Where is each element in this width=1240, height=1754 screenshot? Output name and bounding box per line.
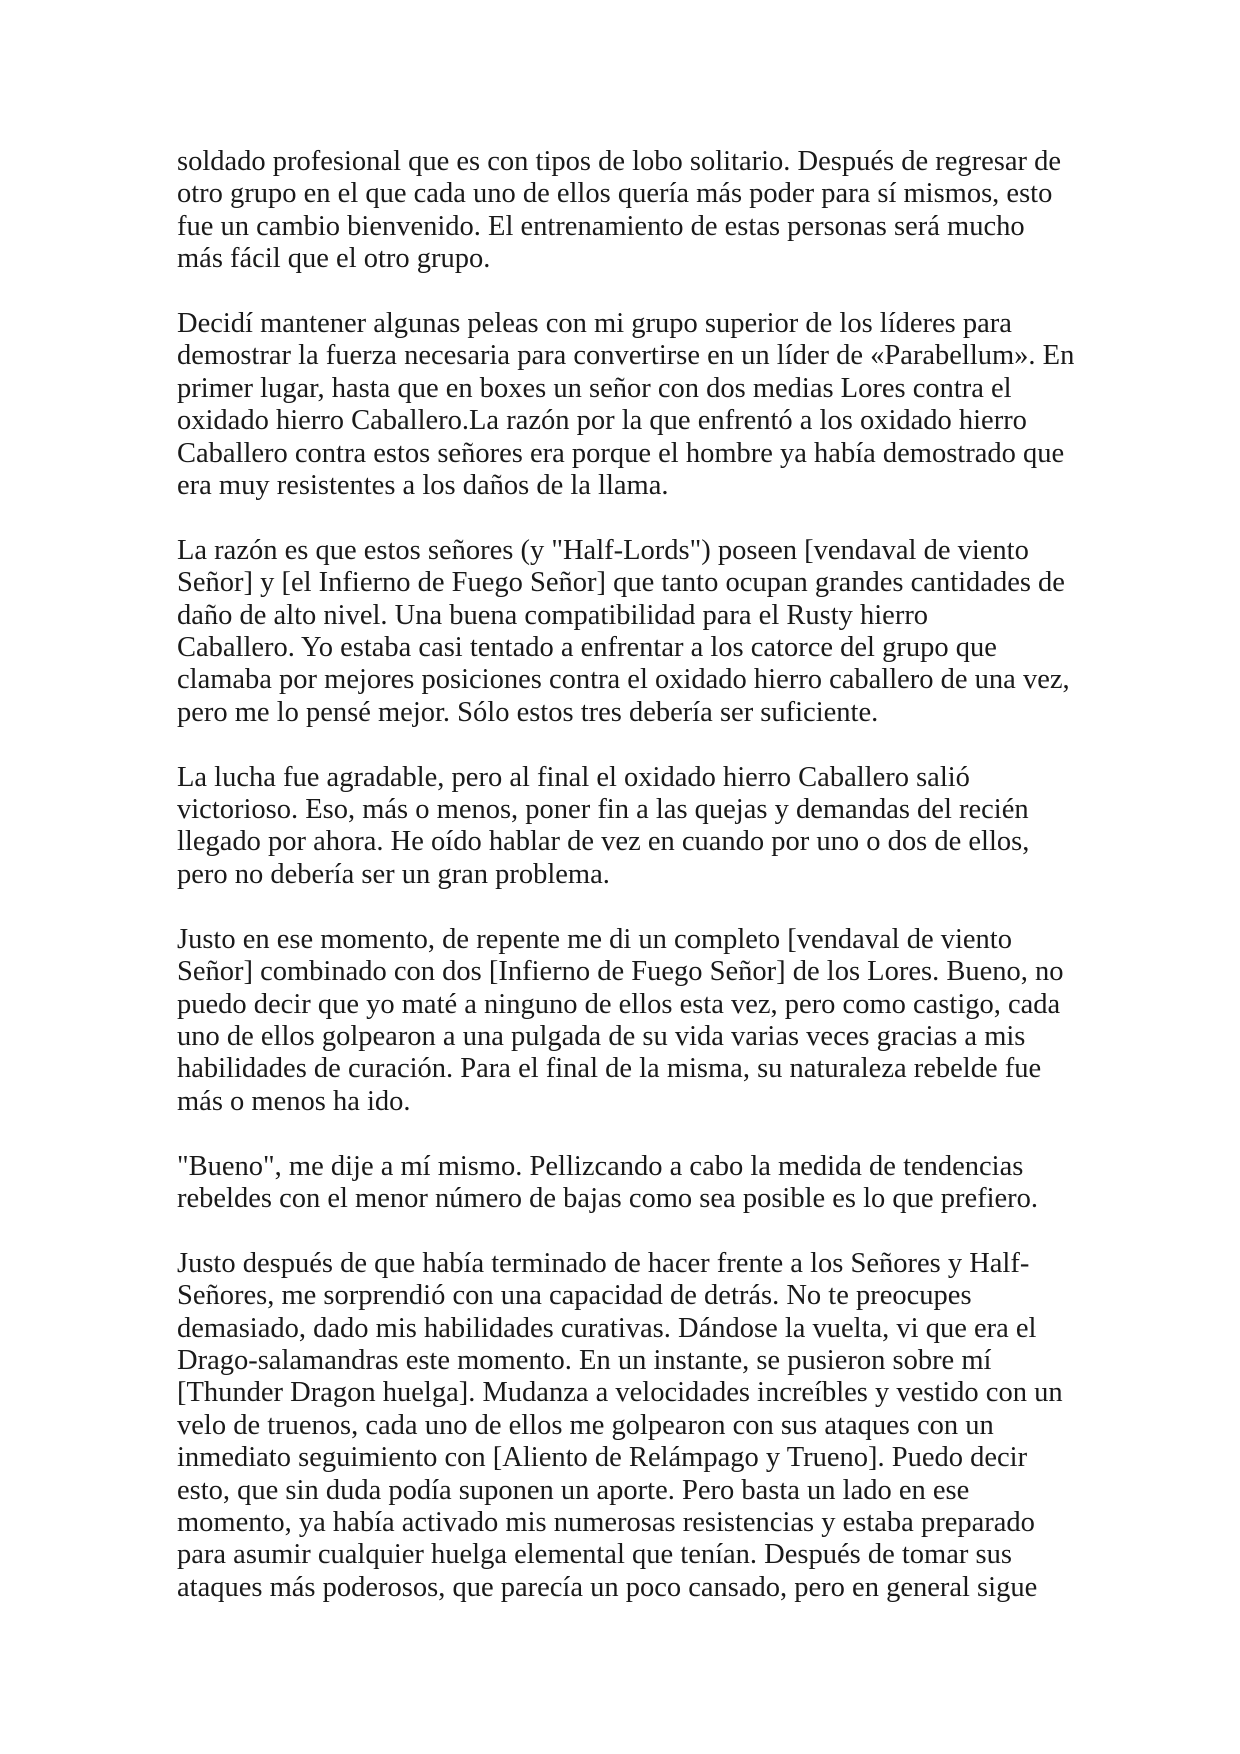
text-line: llegado por ahora. He oído hablar de vez en cuando por uno o dos de ellos, — [177, 826, 1030, 858]
text-line: soldado profesional que es con tipos de lobo solitario. Después de regresar de — [177, 146, 1062, 177]
text-line: Justo después de que había terminado de hacer frente a los Señores y Half- — [177, 1247, 1030, 1279]
text-line: Drago-salamandras este momento. En un instante, se pusieron sobre mí — [177, 1344, 992, 1376]
paragraph-2 — [177, 308, 1077, 502]
text-line: ataques más poderosos, que parecía un poco cansado, pero en general sigue — [177, 1571, 1038, 1603]
text-line: otro grupo en el que cada uno de ellos quería más poder para sí mismos, esto — [177, 178, 1053, 210]
text-line: Señor] combinado con dos [Infierno de Fuego Señor] de los Lores. Bueno, no — [177, 956, 1064, 988]
text-line: puedo decir que yo maté a ninguno de ellos esta vez, pero como castigo, cada — [177, 988, 1061, 1020]
text-line: [Thunder Dragon huelga]. Mudanza a velocidades increíbles y vestido con un — [177, 1377, 1063, 1409]
text-line: primer lugar, hasta que en boxes un señor con dos medias Lores contra el — [177, 372, 1012, 404]
paragraph-1 — [177, 146, 1077, 276]
text-line: pero no debería ser un gran problema. — [177, 858, 610, 890]
text-line: Caballero. Yo estaba casi tentado a enfrentar a los catorce del grupo que — [177, 632, 997, 664]
text-line: uno de ellos golpearon a una pulgada de su vida varias veces gracias a mis — [177, 1020, 1026, 1052]
text-line: más fácil que el otro grupo. — [177, 243, 491, 275]
text-line: Señor] y [el Infierno de Fuego Señor] que tanto ocupan grandes cantidades de — [177, 567, 1065, 599]
document-page — [177, 146, 1077, 1637]
text-line: daño de alto nivel. Una buena compatibilidad para el Rusty hierro — [177, 599, 929, 631]
text-line: esto, que sin duda podía suponen un aporte. Pero basta un lado en ese — [177, 1474, 970, 1506]
text-line: habilidades de curación. Para el final de la misma, su naturaleza rebelde fue — [177, 1053, 1042, 1085]
text-line: demasiado, dado mis habilidades curativas. Dándose la vuelta, vi que era el — [177, 1312, 1037, 1344]
text-line: Señores, me sorprendió con una capacidad de detrás. No te preocupes — [177, 1280, 972, 1312]
text-line: victorioso. Eso, más o menos, poner fin a las quejas y demandas del recién — [177, 794, 1029, 826]
text-line: era muy resistentes a los daños de la llama. — [177, 470, 669, 502]
text-line: más o menos ha ido. — [177, 1085, 411, 1117]
text-line: demostrar la fuerza necesaria para convertirse en un líder de «Parabellum». En — [177, 340, 1075, 372]
text-line: Decidí mantener algunas peleas con mi grupo superior de los líderes para — [177, 308, 1012, 340]
text-line: momento, ya había activado mis numerosas resistencias y estaba preparado — [177, 1506, 1035, 1538]
text-line: Caballero contra estos señores era porque el hombre ya había demostrado que — [177, 437, 1065, 469]
paragraph-3 — [177, 535, 1077, 729]
text-line: "Bueno", me dije a mí mismo. Pellizcando a cabo la medida de tendencias — [177, 1150, 1024, 1182]
paragraph-4 — [177, 762, 1077, 892]
text-line: pero me lo pensé mejor. Sólo estos tres debería ser suficiente. — [177, 696, 879, 728]
text-line: para asumir cualquier huelga elemental que tenían. Después de tomar sus — [177, 1539, 1012, 1571]
text-line: La lucha fue agradable, pero al final el oxidado hierro Caballero salió — [177, 761, 970, 793]
text-line: Justo en ese momento, de repente me di un completo [vendaval de viento — [177, 923, 1012, 955]
text-line: clamaba por mejores posiciones contra el oxidado hierro caballero de una vez, — [177, 664, 1070, 696]
text-line: fue un cambio bienvenido. El entrenamiento de estas personas será mucho — [177, 210, 1025, 242]
text-line: velo de truenos, cada uno de ellos me golpearon con sus ataques con un — [177, 1409, 994, 1441]
text-line: oxidado hierro Caballero.La razón por la que enfrentó a los oxidado hierro — [177, 405, 1027, 437]
text-line: rebeldes con el menor número de bajas como sea posible es lo que prefiero. — [177, 1182, 1039, 1214]
paragraph-6 — [177, 1151, 1077, 1216]
text-line: inmediato seguimiento con [Aliento de Relámpago y Trueno]. Puedo decir — [177, 1442, 1028, 1474]
paragraph-5 — [177, 924, 1077, 1118]
text-line: La razón es que estos señores (y "Half-Lords") poseen [vendaval de viento — [177, 534, 1029, 566]
paragraph-7 — [177, 1248, 1077, 1604]
